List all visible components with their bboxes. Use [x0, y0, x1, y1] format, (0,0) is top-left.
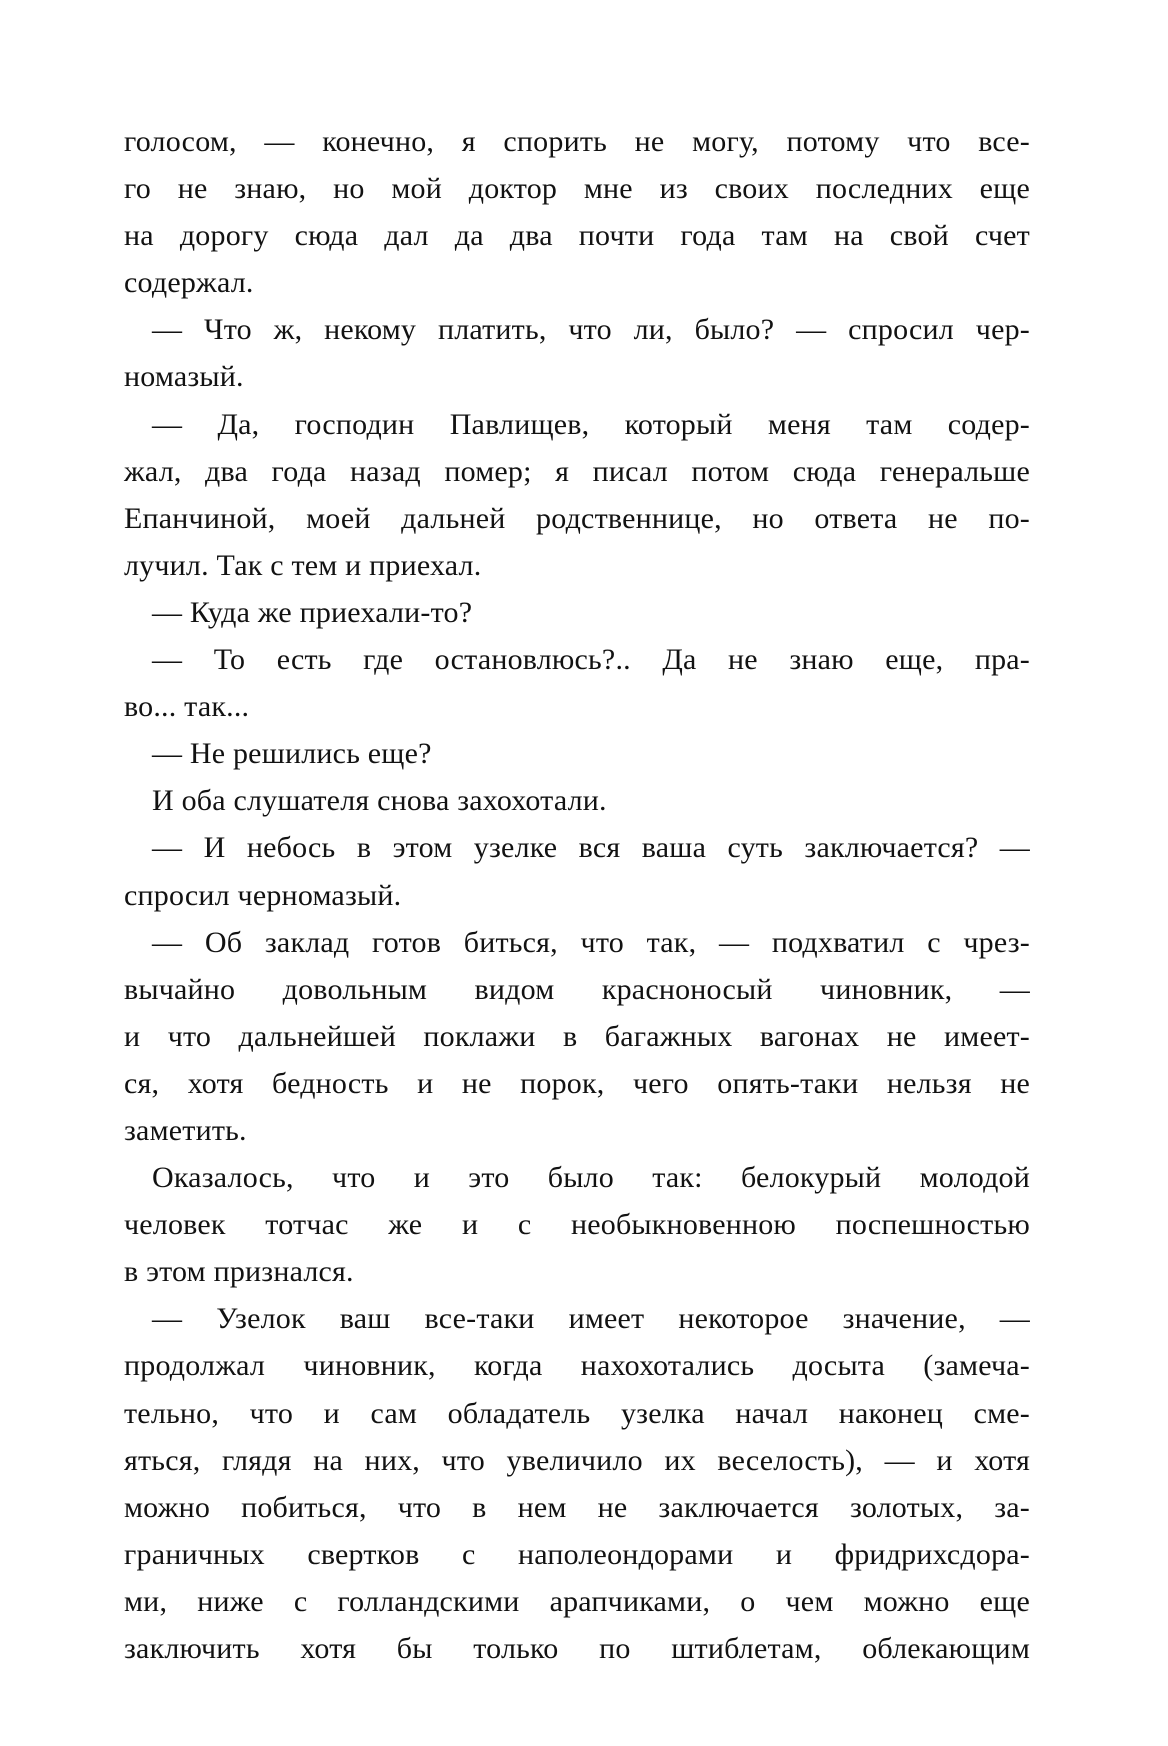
text-line: голосом, — конечно, я спорить не могу, потому что все- — [124, 125, 1030, 158]
text-line: — Да, господин Павлищев, который меня там содер- — [152, 407, 1030, 441]
text-line: в этом признался. — [124, 1255, 354, 1289]
text-line: Епанчиной, моей дальней родственнице, но ответа не по- — [124, 501, 1030, 535]
text-line: — Что ж, некому платить, что ли, было? — спросил чер- — [152, 313, 1030, 347]
text-line: номазый. — [124, 360, 244, 394]
text-line: И оба слушателя снова захохотали. — [152, 784, 607, 818]
text-line: и что дальнейшей поклажи в багажных вагонах не имеет- — [124, 1019, 1030, 1053]
text-line: ми, ниже с голландскими арапчиками, о чем можно еще — [124, 1584, 1030, 1618]
text-line: вычайно довольным видом красноносый чиновник, — — [124, 972, 1030, 1006]
text-line: во... так... — [124, 690, 250, 724]
text-line: яться, глядя на них, что увеличило их веселость), — и хотя — [124, 1443, 1030, 1477]
text-line: жал, два года назад помер; я писал потом сюда генеральше — [124, 454, 1030, 488]
text-line: го не знаю, но мой доктор мне из своих последних еще — [124, 172, 1030, 206]
text-line: — Узелок ваш все-таки имеет некоторое значение, — — [152, 1302, 1030, 1336]
text-line: — Куда же приехали-то? — [152, 595, 473, 629]
text-line: Оказалось, что и это было так: белокурый молодой — [152, 1161, 1030, 1195]
text-line: заключить хотя бы только по штиблетам, облекающим — [124, 1632, 1030, 1665]
text-line: ся, хотя бедность и не порок, чего опять-таки нельзя не — [124, 1066, 1030, 1100]
text-line: — Об заклад готов биться, что так, — подхватил с чрез- — [152, 925, 1030, 959]
text-line: содержал. — [124, 266, 254, 300]
text-line: продолжал чиновник, когда нахохотались досыта (замеча- — [124, 1349, 1030, 1383]
text-line: — То есть где остановлюсь?.. Да не знаю еще, пра- — [152, 643, 1030, 677]
text-line: заметить. — [124, 1113, 247, 1147]
text-line: — И небось в этом узелке вся ваша суть заключается? — — [152, 831, 1030, 865]
text-line: можно побиться, что в нем не заключается золотых, за- — [124, 1490, 1030, 1524]
text-line: спросил черномазый. — [124, 878, 402, 912]
text-line: — Не решились еще? — [152, 737, 432, 771]
text-line: тельно, что и сам обладатель узелка начал наконец сме- — [124, 1396, 1030, 1430]
text-line: лучил. Так с тем и приехал. — [124, 548, 482, 582]
page-text — [124, 118, 1030, 1672]
text-line: человек тотчас же и с необыкновенною поспешностью — [124, 1208, 1030, 1242]
text-line: граничных свертков с наполеондорами и фридрихсдора- — [124, 1537, 1030, 1571]
text-line: на дорогу сюда дал да два почти года там на свой счет — [124, 219, 1030, 253]
